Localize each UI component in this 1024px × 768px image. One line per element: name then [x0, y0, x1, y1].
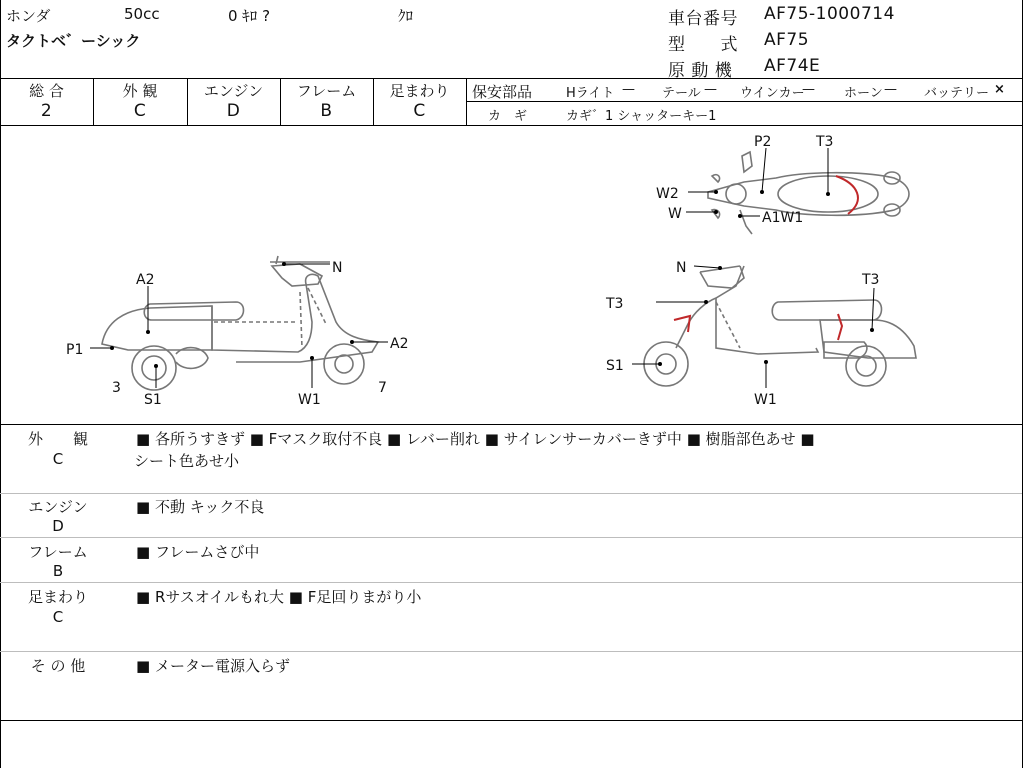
note-exterior-text2: シート色あせ小 [134, 452, 240, 470]
note-suspension-label: 足まわり [27, 588, 88, 606]
note-engine-label: エンジン [28, 498, 88, 516]
label-right-w1: W1 [754, 392, 777, 408]
notes-divider-4 [0, 651, 1022, 652]
grade-exterior-value: C [133, 101, 147, 121]
safety-label: 保安部品 [472, 83, 533, 101]
label-left-a2-top: A2 [136, 272, 155, 288]
grade-overall-value: 2 [40, 101, 53, 121]
scooter-diagram [0, 126, 1022, 424]
note-suspension-text: ■ Rサスオイルもれ大 ■ F足回りまがり小 [136, 588, 422, 606]
note-exterior-label: 外 観 [27, 430, 88, 448]
label-top-w2: W2 [656, 186, 679, 202]
label-top-p2: P2 [754, 134, 772, 150]
label-right-t3-rear: T3 [862, 272, 880, 288]
divider-bottom [0, 720, 1023, 721]
safety-headlight-status: — [622, 82, 635, 97]
displacement: 50cc [124, 5, 160, 23]
type-value: AF75 [764, 30, 810, 50]
label-left-7: 7 [378, 380, 387, 396]
label-left-p1: P1 [66, 342, 84, 358]
grade-overall-label: 総 合 [29, 82, 64, 100]
label-left-n: N [332, 260, 343, 276]
note-frame-grade: B [52, 562, 64, 580]
safety-battery: バッテリー [924, 86, 990, 101]
grade-frame-value: B [320, 101, 333, 121]
label-right-s1: S1 [606, 358, 624, 374]
note-exterior-text: ■ 各所うすきず ■ Fマスク取付不良 ■ レバー削れ ■ サイレンサーカバーきず中 ■ 樹脂部色あせ ■ [136, 430, 815, 448]
safety-winker-status: — [802, 82, 815, 97]
notes-divider-1 [0, 493, 1022, 494]
divider-header [0, 78, 1023, 79]
label-top-a1w1: A1W1 [762, 210, 804, 226]
label-left-w1: W1 [298, 392, 321, 408]
label-left-a2-front: A2 [390, 336, 409, 352]
safety-tail: テール [662, 86, 701, 101]
grade-frame-label: フレーム [296, 82, 357, 100]
border-right [1022, 0, 1023, 768]
label-left-s1: S1 [144, 392, 162, 408]
frame-value: AF75-1000714 [764, 4, 895, 24]
color: ｸﾛ [398, 7, 414, 25]
grade-exterior-label: 外 観 [122, 82, 158, 100]
label-right-n: N [676, 260, 687, 276]
model-name: タクトベ゛ーシック [6, 32, 141, 50]
grade-suspension-label: 足まわり [389, 82, 450, 100]
grade-engine-value: D [226, 101, 241, 121]
keys-label: カ ギ [488, 109, 528, 124]
keys-value: カギ゛1 シャッターキー1 [566, 109, 717, 124]
label-right-t3-front: T3 [606, 296, 624, 312]
safety-keys-divider [466, 101, 1023, 102]
safety-tail-status: — [704, 82, 717, 97]
engine-label: 原 動 機 [668, 61, 733, 81]
mileage: 0 ｷﾛ ? [228, 7, 271, 25]
note-frame-label: フレーム [28, 543, 88, 561]
frame-label: 車台番号 [668, 9, 738, 29]
note-suspension-grade: C [52, 608, 64, 626]
maker: ホンダ [6, 7, 51, 25]
safety-battery-status: × [994, 82, 1005, 97]
notes-divider-2 [0, 537, 1022, 538]
grade-suspension-value: C [413, 101, 426, 121]
safety-headlight: Hライト [566, 86, 615, 101]
engine-value: AF74E [764, 56, 821, 76]
grade-engine-label: エンジン [203, 82, 264, 100]
note-exterior-grade: C [52, 450, 64, 468]
safety-horn: ホーン [844, 86, 883, 101]
label-top-w: W [668, 206, 682, 222]
label-left-3: 3 [112, 380, 121, 396]
divider-diagram [0, 424, 1023, 425]
note-frame-text: ■ フレームさび中 [136, 543, 260, 561]
label-top-t3: T3 [816, 134, 834, 150]
note-other-label: そ の 他 [30, 657, 86, 675]
note-engine-grade: D [52, 517, 64, 535]
safety-horn-status: — [884, 82, 897, 97]
note-engine-text: ■ 不動 キック不良 [136, 498, 265, 516]
notes-divider-3 [0, 582, 1022, 583]
safety-winker: ウインカー [740, 86, 805, 101]
scooter-top-view [708, 152, 909, 234]
type-label: 型 式 [668, 35, 738, 55]
note-other-text: ■ メーター電源入らず [136, 657, 290, 675]
